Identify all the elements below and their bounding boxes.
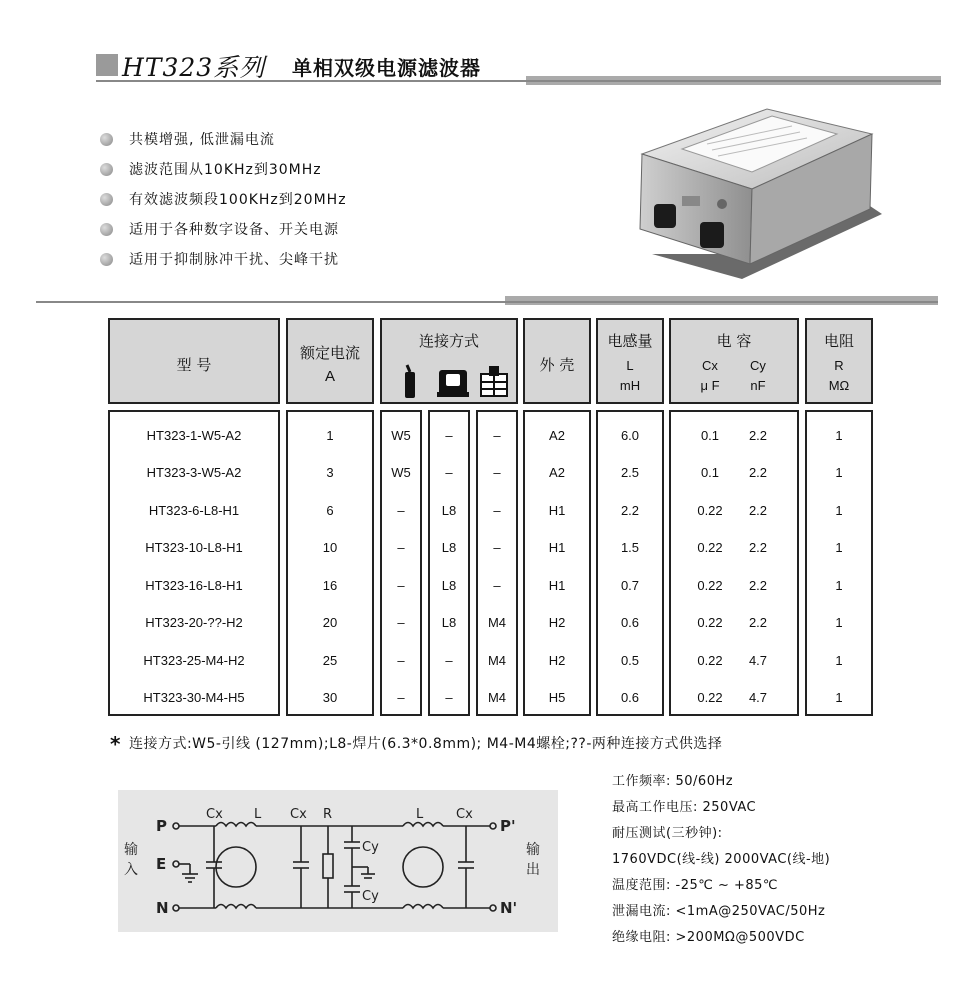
column-l8: – – L8 L8 L8 L8 – – xyxy=(428,410,470,716)
terminal-e: E xyxy=(156,855,167,873)
spec-temperature: 温度范围: -25℃ ~ +85℃ xyxy=(612,878,779,893)
electrical-specs xyxy=(612,770,830,952)
label-l-2: L xyxy=(416,807,424,822)
section-rule xyxy=(36,301,938,303)
spec-hipot-title: 耐压测试(三秒钟): xyxy=(612,826,723,841)
bullet-icon xyxy=(100,163,113,176)
lead-wire-icon xyxy=(405,365,415,398)
connection-icons xyxy=(392,364,510,400)
spec-max-voltage: 最高工作电压: 250VAC xyxy=(612,800,757,815)
header-current: 额定电流 A xyxy=(286,318,374,404)
feature-item: 适用于抑制脉冲干扰、尖峰干扰 xyxy=(100,244,347,274)
terminal-n-out: N' xyxy=(500,899,518,917)
feature-item: 适用于各种数字设备、开关电源 xyxy=(100,214,347,244)
spec-leakage: 泄漏电流: <1mA@250VAC/50Hz xyxy=(612,904,826,919)
filter-product-image xyxy=(632,104,882,279)
column-housing: A2 A2 H1 H1 H1 H2 H2 H5 xyxy=(523,410,591,716)
circuit-diagram xyxy=(118,790,558,932)
label-cy-2: Cy xyxy=(362,889,379,904)
header-capacitance: 电 容 Cx Cy μ F nF xyxy=(669,318,799,404)
terminal-p-out: P' xyxy=(500,817,516,835)
series-title: HT323系列 xyxy=(122,53,266,82)
column-resistance: 1 1 1 1 1 1 1 1 xyxy=(805,410,873,716)
spec-frequency: 工作频率: 50/60Hz xyxy=(612,774,734,789)
output-label-2: 出 xyxy=(526,862,540,878)
column-inductance: 6.0 2.5 2.2 1.5 0.7 0.6 0.5 0.6 xyxy=(596,410,664,716)
input-label-1: 输 xyxy=(124,842,138,858)
bullet-icon xyxy=(100,193,113,206)
title-marker xyxy=(96,54,118,76)
spec-insulation: 绝缘电阻: >200MΩ@500VDC xyxy=(612,930,805,945)
solder-tab-icon xyxy=(437,370,469,397)
header-inductance: 电感量 L mH xyxy=(596,318,664,404)
footnote-star: * xyxy=(110,732,121,756)
feature-item: 滤波范围从10KHz到30MHz xyxy=(100,154,347,184)
connection-footnote: * 连接方式:W5-引线 (127mm);L8-焊片(6.3*0.8mm); M4-M4螺栓;??-两种连接方式供选择 xyxy=(110,732,723,756)
spec-hipot-values: 1760VDC(线-线) 2000VAC(线-地) xyxy=(612,852,831,867)
feature-item: 有效滤波频段100KHz到20MHz xyxy=(100,184,347,214)
label-cy-1: Cy xyxy=(362,840,379,855)
column-capacitance: 0.1 0.1 0.22 0.22 0.22 0.22 0.22 0.22 2.2 2.2 2.2 2.2 2.2 2.2 4.7 4.7 xyxy=(669,410,799,716)
input-label-2: 入 xyxy=(124,862,138,878)
column-model: HT323-1-W5-A2 HT323-3-W5-A2 HT323-6-L8-H1 HT323-10-L8-H1 HT323-16-L8-H1 HT323-20-??-H2 HT323-25-M4-H2 HT323-30-M4-H5 xyxy=(108,410,280,716)
bullet-icon xyxy=(100,253,113,266)
terminal-p: P xyxy=(156,817,167,835)
column-w5: W5 W5 – – – – – – xyxy=(380,410,422,716)
header-model: 型 号 xyxy=(108,318,280,404)
output-label-1: 输 xyxy=(526,842,540,858)
column-m4: – – – – – M4 M4 M4 xyxy=(476,410,518,716)
bullet-icon xyxy=(100,223,113,236)
title-bar xyxy=(96,44,941,89)
product-name: 单相双级电源滤波器 xyxy=(292,56,481,80)
label-cx-1: Cx xyxy=(206,807,223,822)
column-current: 1 3 6 10 16 20 25 30 xyxy=(286,410,374,716)
header-resistance: 电阻 R MΩ xyxy=(805,318,873,404)
label-l-1: L xyxy=(254,807,262,822)
feature-list xyxy=(100,124,347,274)
spec-table xyxy=(108,318,888,718)
label-cx-3: Cx xyxy=(456,807,473,822)
header-housing: 外 壳 xyxy=(523,318,591,404)
screw-bolt-icon xyxy=(481,366,507,396)
header-connection: 连接方式 xyxy=(380,318,518,404)
bullet-icon xyxy=(100,133,113,146)
feature-item: 共模增强, 低泄漏电流 xyxy=(100,124,347,154)
terminal-n: N xyxy=(156,899,169,917)
label-r: R xyxy=(323,807,333,822)
label-cx-2: Cx xyxy=(290,807,307,822)
